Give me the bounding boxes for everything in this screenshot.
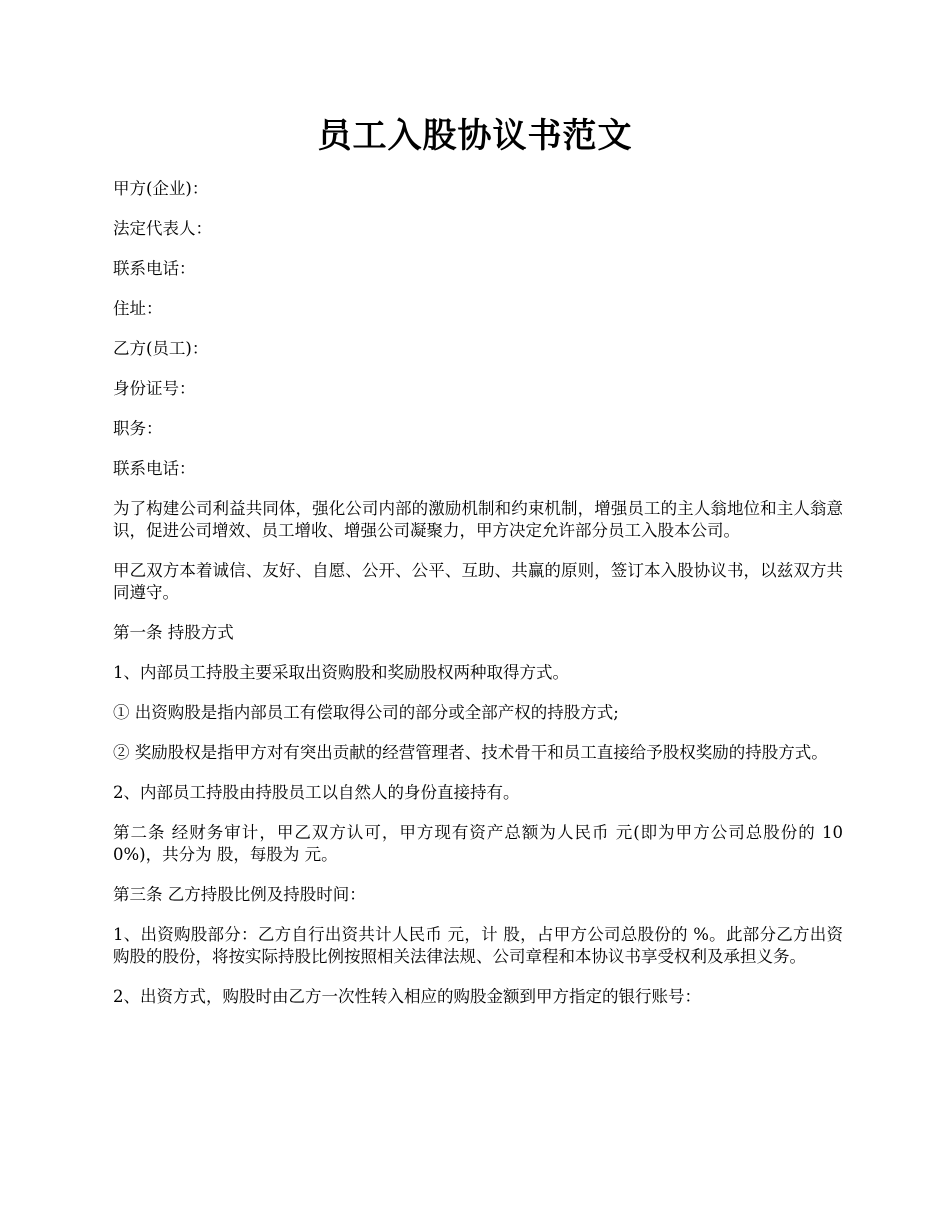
id-number-field: 身份证号： xyxy=(113,379,196,398)
article-2-paragraph: 第二条 经财务审计，甲乙双方认可，甲方现有资产总额为人民币 元(即为甲方公司总股份的 100%)，共分为 股，每股为 元。 xyxy=(113,823,843,864)
document-title: 员工入股协议书范文 xyxy=(317,116,633,156)
address-field: 住址： xyxy=(113,299,163,318)
party-b-field: 乙方(员工)： xyxy=(113,339,209,358)
purpose-paragraph: 为了构建公司利益共同体，强化公司内部的激励机制和约束机制，增强员工的主人翁地位和主人翁意识，促进公司增效、员工增收、增强公司凝聚力，甲方决定允许部分员工入股本公司。 xyxy=(113,499,843,540)
article-1-item-2: 2、内部员工持股由持股员工以自然人的身份直接持有。 xyxy=(113,783,520,802)
party-b-phone-field: 联系电话： xyxy=(113,459,196,478)
document-body xyxy=(113,178,843,1026)
party-a-field: 甲方(企业)： xyxy=(113,179,209,198)
article-3-item-2: 2、出资方式，购股时由乙方一次性转入相应的购股金额到甲方指定的银行账号： xyxy=(113,987,701,1006)
legal-representative-field: 法定代表人： xyxy=(113,219,212,238)
article-1-subitem-2: ② 奖励股权是指甲方对有突出贡献的经营管理者、技术骨干和员工直接给予股权奖励的持股方式。 xyxy=(113,743,828,762)
principles-paragraph: 甲乙双方本着诚信、友好、自愿、公开、公平、互助、共赢的原则，签订本入股协议书，以兹双方共同遵守。 xyxy=(113,561,843,602)
party-a-phone-field: 联系电话： xyxy=(113,259,196,278)
article-3-heading: 第三条 乙方持股比例及持股时间： xyxy=(113,885,366,904)
article-1-subitem-1: ① 出资购股是指内部员工有偿取得公司的部分或全部产权的持股方式; xyxy=(113,703,619,722)
article-1-heading: 第一条 持股方式 xyxy=(113,623,234,642)
article-3-item-1: 1、出资购股部分：乙方自行出资共计人民币 元，计 股，占甲方公司总股份的 %。此部分乙方出资购股的股份，将按实际持股比例按照相关法律法规、公司章程和本协议书享受权利及承担义务。 xyxy=(113,925,843,966)
position-field: 职务： xyxy=(113,419,163,438)
article-1-item-1: 1、内部员工持股主要采取出资购股和奖励股权两种取得方式。 xyxy=(113,663,569,682)
